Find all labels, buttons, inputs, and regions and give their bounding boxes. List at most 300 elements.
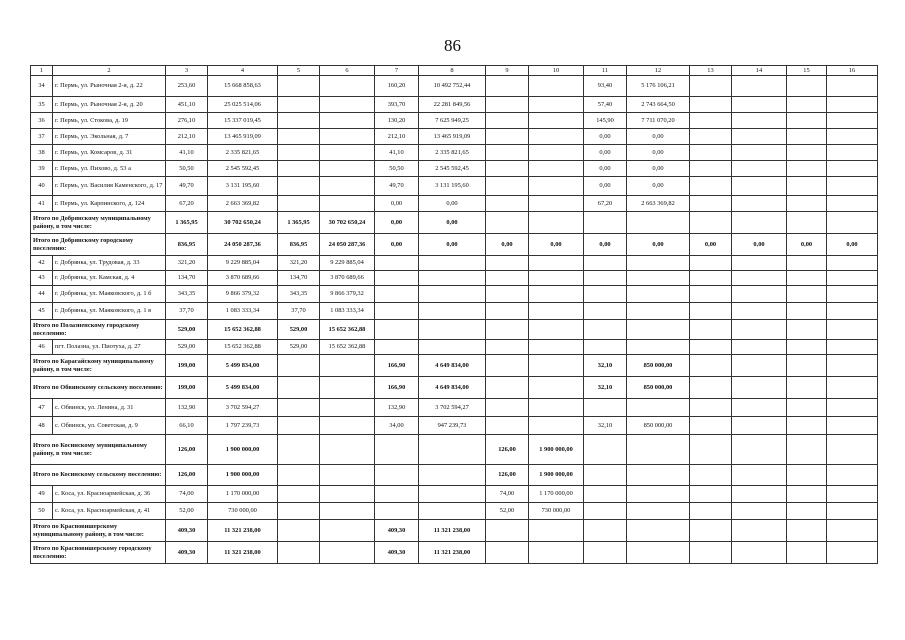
address-cell: г. Пермь, ул. Пихово, д. 53 а bbox=[53, 161, 166, 177]
table-cell: 37,70 bbox=[166, 303, 208, 320]
table-cell bbox=[787, 486, 827, 503]
table-cell: 253,60 bbox=[166, 76, 208, 97]
row-number: 48 bbox=[31, 417, 53, 435]
table-cell: 10 492 752,44 bbox=[419, 76, 486, 97]
table-cell bbox=[278, 542, 320, 564]
table-cell bbox=[627, 303, 690, 320]
table-cell bbox=[627, 399, 690, 417]
table-cell bbox=[529, 377, 584, 399]
table-cell bbox=[787, 129, 827, 145]
table-cell: 9 866 379,32 bbox=[320, 286, 375, 303]
table-row bbox=[31, 417, 878, 435]
address-cell: г. Пермь, ул. Василия Каменского, д. 17 bbox=[53, 177, 166, 196]
table-cell bbox=[627, 320, 690, 340]
table-cell bbox=[787, 113, 827, 129]
table-cell: 343,35 bbox=[278, 286, 320, 303]
table-cell bbox=[419, 486, 486, 503]
table-cell: 2 545 592,45 bbox=[419, 161, 486, 177]
subtotal-row bbox=[31, 355, 878, 377]
table-cell bbox=[320, 377, 375, 399]
table-cell bbox=[787, 417, 827, 435]
row-number: 42 bbox=[31, 256, 53, 271]
table-cell bbox=[486, 196, 529, 212]
table-cell: 3 131 195,60 bbox=[419, 177, 486, 196]
table-cell bbox=[732, 340, 787, 355]
table-cell bbox=[827, 503, 878, 520]
table-cell: 3 870 689,66 bbox=[208, 271, 278, 286]
column-header: 7 bbox=[375, 66, 419, 76]
table-cell: 1 900 000,00 bbox=[529, 435, 584, 465]
table-cell: 13 465 919,09 bbox=[419, 129, 486, 145]
table-cell bbox=[375, 303, 419, 320]
table-row bbox=[31, 286, 878, 303]
table-cell bbox=[320, 161, 375, 177]
table-cell: 0,00 bbox=[787, 234, 827, 256]
table-cell: 529,00 bbox=[166, 340, 208, 355]
table-cell bbox=[732, 196, 787, 212]
table-cell: 3 702 594,27 bbox=[419, 399, 486, 417]
table-cell bbox=[584, 435, 627, 465]
table-cell bbox=[278, 161, 320, 177]
table-cell bbox=[278, 399, 320, 417]
table-cell bbox=[732, 435, 787, 465]
table-cell bbox=[827, 399, 878, 417]
table-cell bbox=[584, 212, 627, 234]
table-cell bbox=[827, 129, 878, 145]
table-cell bbox=[627, 256, 690, 271]
table-cell bbox=[278, 417, 320, 435]
table-cell bbox=[690, 145, 732, 161]
address-cell: г. Добрянка, ул. Маяковского, д. 1 в bbox=[53, 303, 166, 320]
table-cell bbox=[529, 145, 584, 161]
column-header: 5 bbox=[278, 66, 320, 76]
table-cell bbox=[529, 340, 584, 355]
table-cell: 850 000,00 bbox=[627, 417, 690, 435]
subtotal-row bbox=[31, 465, 878, 486]
table-cell bbox=[486, 161, 529, 177]
table-cell bbox=[827, 177, 878, 196]
table-cell bbox=[278, 113, 320, 129]
table-cell bbox=[278, 465, 320, 486]
table-cell bbox=[375, 286, 419, 303]
table-cell bbox=[627, 542, 690, 564]
table-cell: 126,00 bbox=[166, 465, 208, 486]
table-cell bbox=[529, 320, 584, 340]
table-cell: 5 499 834,00 bbox=[208, 355, 278, 377]
table-cell bbox=[787, 355, 827, 377]
table-cell bbox=[627, 271, 690, 286]
table-cell bbox=[787, 303, 827, 320]
table-cell: 343,35 bbox=[166, 286, 208, 303]
table-row bbox=[31, 161, 878, 177]
table-cell: 2 335 821,65 bbox=[419, 145, 486, 161]
table-cell bbox=[827, 303, 878, 320]
table-cell bbox=[787, 76, 827, 97]
table-cell bbox=[690, 177, 732, 196]
table-cell bbox=[375, 320, 419, 340]
address-cell: г. Пермь, ул. Стокова, д. 19 bbox=[53, 113, 166, 129]
table-cell bbox=[375, 486, 419, 503]
table-cell bbox=[627, 486, 690, 503]
table-cell: 145,90 bbox=[584, 113, 627, 129]
table-cell bbox=[529, 177, 584, 196]
table-cell: 0,00 bbox=[584, 129, 627, 145]
table-cell: 34,00 bbox=[375, 417, 419, 435]
table-cell bbox=[584, 520, 627, 542]
table-cell bbox=[690, 417, 732, 435]
table-cell bbox=[486, 520, 529, 542]
table-cell bbox=[627, 286, 690, 303]
table-cell bbox=[690, 435, 732, 465]
table-cell bbox=[486, 256, 529, 271]
table-cell bbox=[827, 435, 878, 465]
table-cell: 529,00 bbox=[166, 320, 208, 340]
column-header: 8 bbox=[419, 66, 486, 76]
table-cell bbox=[278, 129, 320, 145]
table-cell bbox=[584, 256, 627, 271]
table-cell bbox=[690, 399, 732, 417]
table-cell: 0,00 bbox=[375, 212, 419, 234]
table-cell bbox=[787, 399, 827, 417]
table-cell bbox=[827, 520, 878, 542]
table-cell: 37,70 bbox=[278, 303, 320, 320]
table-cell: 0,00 bbox=[827, 234, 878, 256]
table-cell bbox=[486, 113, 529, 129]
row-number: 36 bbox=[31, 113, 53, 129]
table-cell bbox=[419, 256, 486, 271]
table-cell bbox=[529, 286, 584, 303]
table-cell: 1 170 000,00 bbox=[208, 486, 278, 503]
table-cell bbox=[690, 355, 732, 377]
table-cell: 15 668 858,63 bbox=[208, 76, 278, 97]
table-cell: 730 000,00 bbox=[529, 503, 584, 520]
table-cell: 11 321 238,00 bbox=[208, 520, 278, 542]
table-cell bbox=[827, 76, 878, 97]
table-cell bbox=[320, 145, 375, 161]
row-number: 37 bbox=[31, 129, 53, 145]
table-cell bbox=[584, 465, 627, 486]
table-cell: 1 170 000,00 bbox=[529, 486, 584, 503]
table-cell bbox=[320, 355, 375, 377]
table-cell: 0,00 bbox=[627, 129, 690, 145]
table-cell bbox=[732, 286, 787, 303]
table-cell bbox=[584, 320, 627, 340]
address-cell: г. Пермь, ул. Комсаров, д. 31 bbox=[53, 145, 166, 161]
table-cell: 0,00 bbox=[690, 234, 732, 256]
table-cell: 5 176 106,21 bbox=[627, 76, 690, 97]
table-cell bbox=[419, 303, 486, 320]
table-cell: 3 702 594,27 bbox=[208, 399, 278, 417]
table-cell bbox=[529, 196, 584, 212]
table-cell bbox=[787, 520, 827, 542]
table-cell bbox=[787, 503, 827, 520]
table-cell: 409,30 bbox=[375, 520, 419, 542]
table-cell bbox=[732, 417, 787, 435]
table-cell bbox=[787, 196, 827, 212]
table-cell: 67,20 bbox=[584, 196, 627, 212]
table-cell bbox=[690, 76, 732, 97]
table-cell: 4 649 834,00 bbox=[419, 377, 486, 399]
table-cell bbox=[787, 212, 827, 234]
table-cell bbox=[529, 355, 584, 377]
table-cell bbox=[732, 271, 787, 286]
table-cell bbox=[787, 177, 827, 196]
table-cell bbox=[787, 256, 827, 271]
table-cell: 850 000,00 bbox=[627, 355, 690, 377]
table-cell bbox=[278, 177, 320, 196]
table-cell: 276,10 bbox=[166, 113, 208, 129]
table-cell bbox=[690, 377, 732, 399]
table-cell bbox=[690, 340, 732, 355]
table-cell bbox=[529, 76, 584, 97]
table-cell: 66,10 bbox=[166, 417, 208, 435]
table-cell: 24 050 287,36 bbox=[320, 234, 375, 256]
table-cell: 67,20 bbox=[166, 196, 208, 212]
table-cell bbox=[787, 340, 827, 355]
table-cell bbox=[627, 435, 690, 465]
table-row bbox=[31, 256, 878, 271]
table-row bbox=[31, 76, 878, 97]
table-cell bbox=[690, 212, 732, 234]
table-cell bbox=[529, 303, 584, 320]
table-cell: 0,00 bbox=[584, 234, 627, 256]
row-number: 43 bbox=[31, 271, 53, 286]
table-row bbox=[31, 97, 878, 113]
table-cell: 134,70 bbox=[166, 271, 208, 286]
table-cell bbox=[732, 97, 787, 113]
table-cell bbox=[690, 161, 732, 177]
subtotal-label: Итого по Красновишерскому муниципальному району, в том числе: bbox=[31, 520, 166, 542]
table-cell bbox=[278, 377, 320, 399]
row-number: 38 bbox=[31, 145, 53, 161]
table-cell bbox=[827, 161, 878, 177]
table-cell: 1 083 333,34 bbox=[320, 303, 375, 320]
table-cell bbox=[278, 520, 320, 542]
column-header: 16 bbox=[827, 66, 878, 76]
subtotal-row bbox=[31, 234, 878, 256]
table-cell bbox=[827, 256, 878, 271]
table-cell: 13 465 919,09 bbox=[208, 129, 278, 145]
table-cell: 15 652 362,88 bbox=[320, 340, 375, 355]
table-cell: 393,70 bbox=[375, 97, 419, 113]
table-cell bbox=[690, 113, 732, 129]
row-number: 34 bbox=[31, 76, 53, 97]
table-cell bbox=[486, 97, 529, 113]
table-cell: 2 743 664,50 bbox=[627, 97, 690, 113]
address-cell: г. Добрянка, ул. Трудовая, д. 33 bbox=[53, 256, 166, 271]
subtotal-label: Итого по Обвинскому сельскому поселению: bbox=[31, 377, 166, 399]
table-cell: 2 335 821,65 bbox=[208, 145, 278, 161]
table-header-row bbox=[31, 66, 878, 76]
table-cell: 0,00 bbox=[375, 196, 419, 212]
address-cell: с. Коса, ул. Красноармейская, д. 41 bbox=[53, 503, 166, 520]
table-cell: 9 229 885,04 bbox=[320, 256, 375, 271]
table-cell bbox=[529, 161, 584, 177]
table-cell: 0,00 bbox=[584, 177, 627, 196]
table-cell: 947 239,73 bbox=[419, 417, 486, 435]
row-number: 50 bbox=[31, 503, 53, 520]
table-cell: 1 797 239,73 bbox=[208, 417, 278, 435]
table-cell bbox=[419, 320, 486, 340]
subtotal-row bbox=[31, 320, 878, 340]
table-cell bbox=[486, 212, 529, 234]
table-cell bbox=[732, 303, 787, 320]
table-cell bbox=[486, 542, 529, 564]
table-cell bbox=[529, 271, 584, 286]
table-cell: 32,10 bbox=[584, 377, 627, 399]
table-cell bbox=[827, 145, 878, 161]
table-cell bbox=[827, 355, 878, 377]
table-cell: 15 652 362,88 bbox=[208, 320, 278, 340]
table-cell bbox=[732, 465, 787, 486]
table-cell bbox=[584, 340, 627, 355]
address-cell: г. Пермь, ул. Экольная, д. 7 bbox=[53, 129, 166, 145]
subtotal-row bbox=[31, 377, 878, 399]
table-cell: 1 900 000,00 bbox=[208, 465, 278, 486]
table-cell: 15 652 362,88 bbox=[208, 340, 278, 355]
table-cell bbox=[732, 212, 787, 234]
table-cell: 212,10 bbox=[166, 129, 208, 145]
table-cell bbox=[827, 320, 878, 340]
table-cell bbox=[419, 503, 486, 520]
table-cell: 50,50 bbox=[375, 161, 419, 177]
table-cell bbox=[486, 286, 529, 303]
table-cell bbox=[486, 303, 529, 320]
subtotal-row bbox=[31, 435, 878, 465]
table-cell bbox=[486, 76, 529, 97]
table-cell: 41,10 bbox=[375, 145, 419, 161]
table-cell: 321,20 bbox=[278, 256, 320, 271]
data-table bbox=[30, 65, 878, 564]
table-cell: 199,00 bbox=[166, 355, 208, 377]
table-cell bbox=[732, 486, 787, 503]
table-cell bbox=[486, 145, 529, 161]
row-number: 40 bbox=[31, 177, 53, 196]
subtotal-label: Итого по Полазненскому городскому поселению: bbox=[31, 320, 166, 340]
row-number: 35 bbox=[31, 97, 53, 113]
table-cell bbox=[529, 256, 584, 271]
table-cell bbox=[827, 196, 878, 212]
table-cell: 74,00 bbox=[166, 486, 208, 503]
row-number: 39 bbox=[31, 161, 53, 177]
table-cell bbox=[827, 286, 878, 303]
table-cell bbox=[320, 97, 375, 113]
row-number: 44 bbox=[31, 286, 53, 303]
table-cell bbox=[732, 113, 787, 129]
table-cell bbox=[278, 355, 320, 377]
table-cell bbox=[827, 542, 878, 564]
table-cell: 0,00 bbox=[584, 161, 627, 177]
subtotal-label: Итого по Косинскому муниципальному району, в том числе: bbox=[31, 435, 166, 465]
table-cell bbox=[627, 503, 690, 520]
table-cell bbox=[732, 399, 787, 417]
table-cell bbox=[827, 340, 878, 355]
table-cell bbox=[732, 542, 787, 564]
subtotal-row bbox=[31, 212, 878, 234]
table-cell bbox=[690, 129, 732, 145]
subtotal-label: Итого по Красновишерскому городскому поселению: bbox=[31, 542, 166, 564]
table-cell bbox=[732, 129, 787, 145]
table-cell bbox=[529, 212, 584, 234]
table-row bbox=[31, 145, 878, 161]
table-cell bbox=[419, 465, 486, 486]
table-cell: 49,70 bbox=[166, 177, 208, 196]
table-cell bbox=[787, 542, 827, 564]
table-cell: 52,00 bbox=[166, 503, 208, 520]
column-header: 12 bbox=[627, 66, 690, 76]
table-cell bbox=[320, 435, 375, 465]
table-cell bbox=[690, 286, 732, 303]
table-cell bbox=[827, 212, 878, 234]
table-cell: 409,30 bbox=[375, 542, 419, 564]
table-cell: 30 702 650,24 bbox=[320, 212, 375, 234]
table-cell: 0,00 bbox=[627, 145, 690, 161]
table-cell bbox=[787, 145, 827, 161]
table-cell: 0,00 bbox=[486, 234, 529, 256]
column-header: 11 bbox=[584, 66, 627, 76]
table-cell: 409,30 bbox=[166, 520, 208, 542]
table-cell bbox=[419, 286, 486, 303]
table-cell bbox=[375, 256, 419, 271]
table-cell bbox=[690, 320, 732, 340]
table-cell bbox=[827, 377, 878, 399]
table-cell bbox=[690, 196, 732, 212]
table-cell bbox=[787, 271, 827, 286]
table-cell bbox=[690, 303, 732, 320]
table-cell bbox=[732, 377, 787, 399]
table-cell: 529,00 bbox=[278, 320, 320, 340]
subtotal-row bbox=[31, 520, 878, 542]
table-cell bbox=[375, 435, 419, 465]
table-cell: 41,10 bbox=[166, 145, 208, 161]
table-cell: 4 649 834,00 bbox=[419, 355, 486, 377]
table-cell: 74,00 bbox=[486, 486, 529, 503]
table-cell: 2 663 369,82 bbox=[208, 196, 278, 212]
table-cell bbox=[827, 417, 878, 435]
column-header: 15 bbox=[787, 66, 827, 76]
table-cell bbox=[320, 196, 375, 212]
table-cell bbox=[375, 271, 419, 286]
table-cell bbox=[375, 503, 419, 520]
table-cell: 49,70 bbox=[375, 177, 419, 196]
table-cell: 9 229 885,04 bbox=[208, 256, 278, 271]
address-cell: с. Коса, ул. Красноармейская, д. 36 bbox=[53, 486, 166, 503]
table-cell: 30 702 650,24 bbox=[208, 212, 278, 234]
address-cell: пгт. Полазна, ул. Пиотуха, д. 27 bbox=[53, 340, 166, 355]
table-cell: 9 866 379,32 bbox=[208, 286, 278, 303]
table-cell: 166,90 bbox=[375, 377, 419, 399]
table-cell: 0,00 bbox=[529, 234, 584, 256]
table-cell: 7 711 070,20 bbox=[627, 113, 690, 129]
table-cell: 850 000,00 bbox=[627, 377, 690, 399]
table-cell bbox=[690, 486, 732, 503]
table-cell bbox=[787, 97, 827, 113]
table-cell bbox=[627, 465, 690, 486]
table-cell bbox=[529, 520, 584, 542]
table-cell bbox=[278, 435, 320, 465]
table-cell: 212,10 bbox=[375, 129, 419, 145]
address-cell: г. Добрянка, ул. Камская, д. 4 bbox=[53, 271, 166, 286]
table-cell bbox=[827, 465, 878, 486]
table-cell: 836,95 bbox=[166, 234, 208, 256]
table-cell bbox=[584, 399, 627, 417]
table-cell: 126,00 bbox=[486, 465, 529, 486]
table-cell bbox=[486, 399, 529, 417]
table-cell: 1 083 333,34 bbox=[208, 303, 278, 320]
subtotal-label: Итого по Косинскому сельскому поселению: bbox=[31, 465, 166, 486]
table-cell bbox=[320, 520, 375, 542]
table-cell bbox=[419, 435, 486, 465]
